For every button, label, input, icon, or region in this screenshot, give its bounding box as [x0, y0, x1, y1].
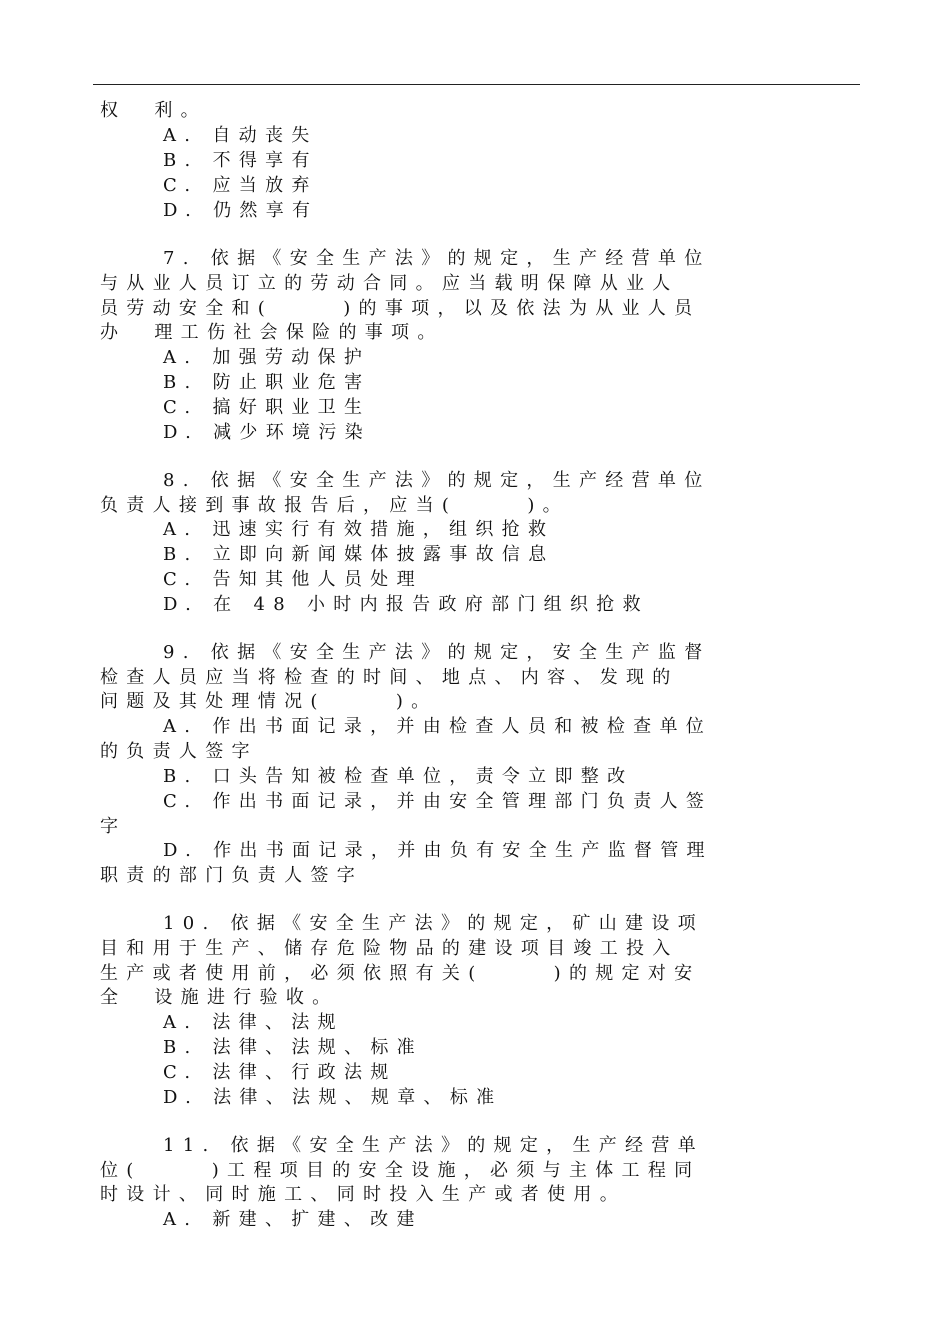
- option-a: A. 加强劳动保护: [163, 347, 371, 368]
- option-d: D. 作出书面记录，并由负有安全生产监督管理: [163, 840, 713, 861]
- question-9-stem-line: 检查人员应当将检查的时间、地点、内容、发现的: [100, 667, 679, 688]
- option-d: D. 仍然享有: [163, 200, 319, 221]
- question-10-stem-line: 全 设施进行验收。: [100, 987, 339, 1008]
- option-c: C. 法律、行政法规: [163, 1062, 397, 1083]
- question-7-stem-line: 与从业人员订立的劳动合同。应当载明保障从业人: [100, 273, 679, 294]
- question-11-stem-line: 时设计、同时施工、同时投入生产或者使用。: [100, 1184, 626, 1205]
- option-c: C. 作出书面记录，并由安全管理部门负责人签: [163, 791, 713, 812]
- question-9-stem-line: 问题及其处理情况( )。: [100, 691, 438, 712]
- option-a: A. 新建、扩建、改建: [163, 1209, 423, 1230]
- option-c: C. 搞好职业卫生: [163, 397, 371, 418]
- question-7-stem-line: 办 理工伤社会保险的事项。: [100, 322, 444, 343]
- option-a: A. 自动丧失: [163, 125, 318, 146]
- option-d-continuation: 职责的部门负责人签字: [100, 865, 363, 886]
- answer-stem-continuation: 权 利。: [100, 100, 207, 121]
- option-c-continuation: 字: [100, 816, 127, 837]
- question-7-stem: 7. 依据《安全生产法》的规定，生产经营单位: [163, 248, 711, 269]
- question-9-stem: 9. 依据《安全生产法》的规定，安全生产监督: [163, 642, 711, 663]
- option-a: A. 迅速实行有效措施，组织抢救: [163, 519, 555, 540]
- option-a-continuation: 的负责人签字: [100, 741, 258, 762]
- option-d: D. 在 48 小时内报告政府部门组织抢救: [163, 594, 649, 615]
- option-b: B. 口头告知被检查单位，责令立即整改: [163, 766, 634, 787]
- header-rule: [93, 84, 860, 85]
- option-d: D. 减少环境污染: [163, 422, 371, 443]
- question-10-stem-line: 生产或者使用前，必须依照有关( )的规定对安: [100, 963, 701, 984]
- question-8-stem: 8. 依据《安全生产法》的规定，生产经营单位: [163, 470, 711, 491]
- option-c: C. 应当放弃: [163, 175, 318, 196]
- option-b: B. 立即向新闻媒体披露事故信息: [163, 544, 555, 565]
- question-10-stem-line: 目和用于生产、储存危险物品的建设项目竣工投入: [100, 938, 679, 959]
- question-11-stem: 11. 依据《安全生产法》的规定，生产经营单: [163, 1135, 704, 1156]
- option-b: B. 法律、法规、标准: [163, 1037, 423, 1058]
- question-11-stem-line: 位( )工程项目的安全设施，必须与主体工程同: [100, 1160, 701, 1181]
- option-b: B. 不得享有: [163, 150, 318, 171]
- option-a: A. 作出书面记录，并由检查人员和被检查单位: [163, 716, 713, 737]
- question-8-stem-line: 负责人接到事故报告后，应当( )。: [100, 495, 569, 516]
- option-b: B. 防止职业危害: [163, 372, 371, 393]
- option-d: D. 法律、法规、规章、标准: [163, 1087, 503, 1108]
- question-7-stem-line: 员劳动安全和( )的事项，以及依法为从业人员: [100, 298, 701, 319]
- question-10-stem: 10. 依据《安全生产法》的规定，矿山建设项: [163, 913, 704, 934]
- option-a: A. 法律、法规: [163, 1012, 344, 1033]
- option-c: C. 告知其他人员处理: [163, 569, 423, 590]
